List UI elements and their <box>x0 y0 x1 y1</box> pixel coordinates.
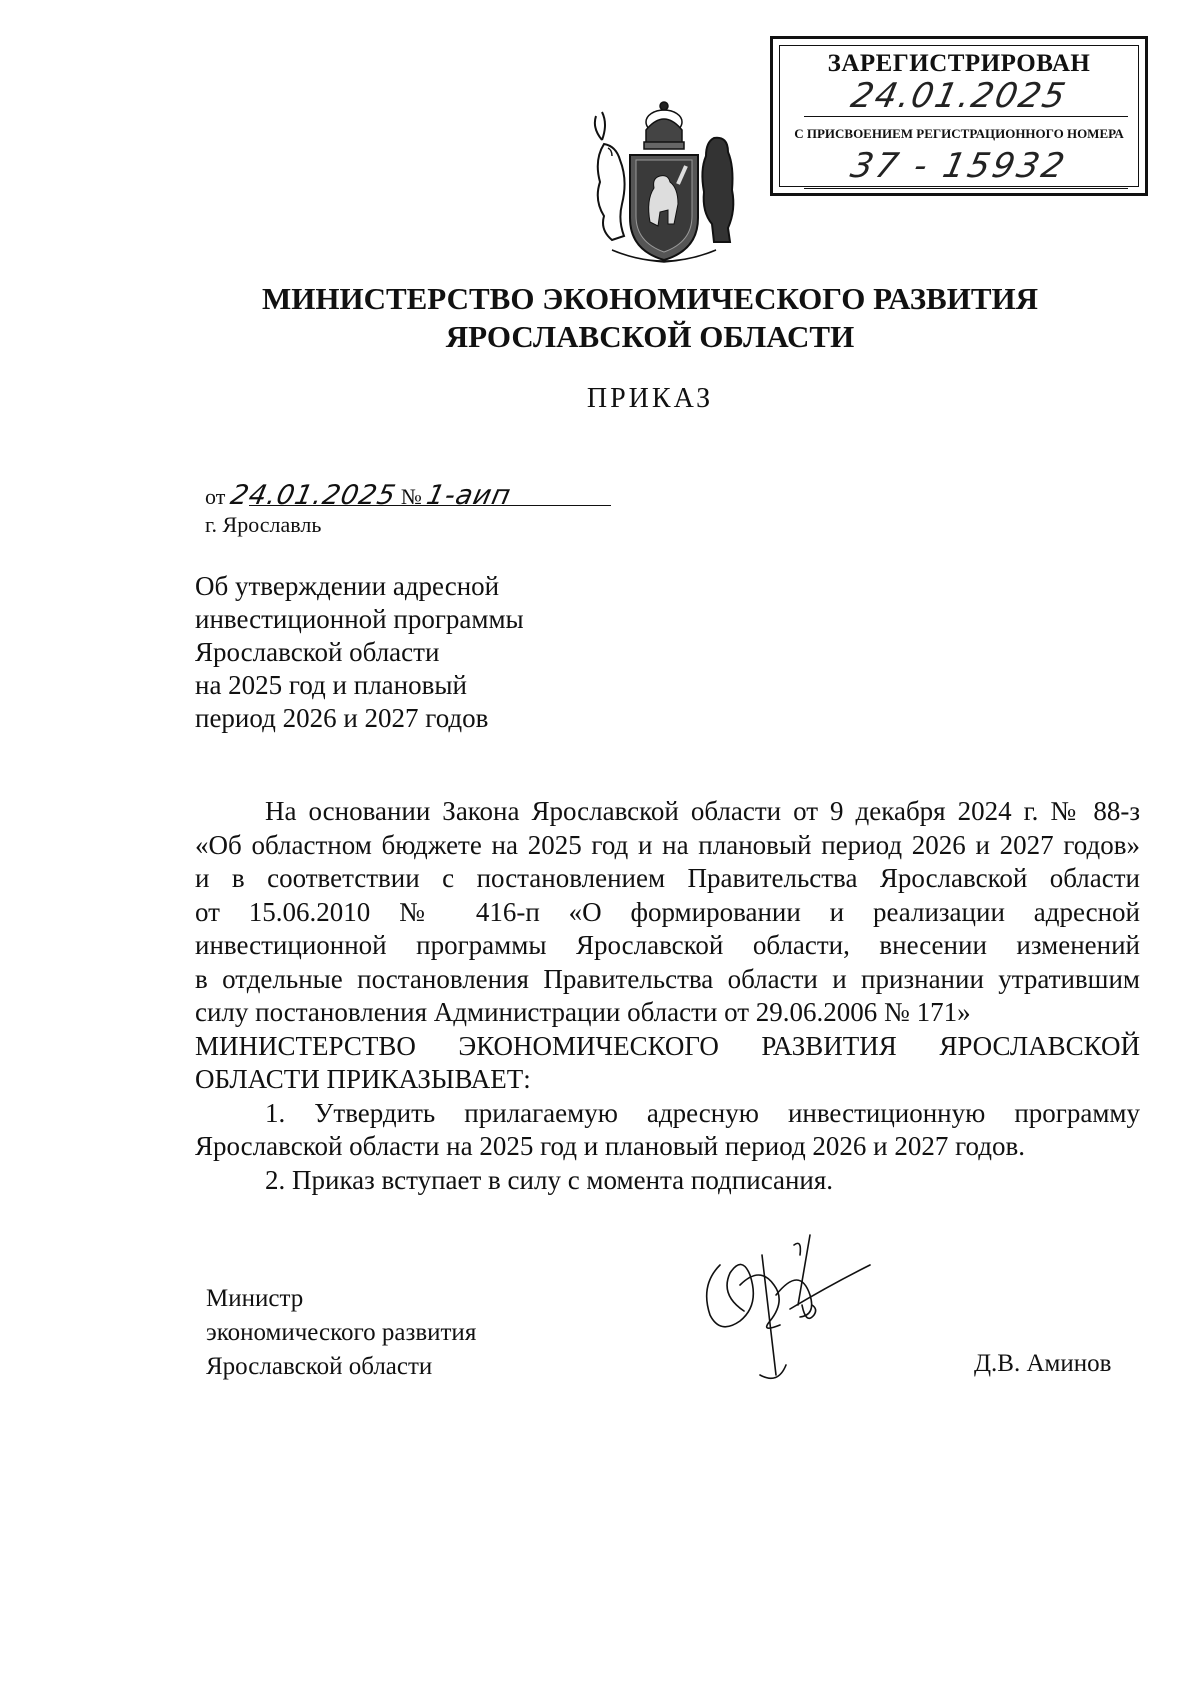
signer-title-line: экономического развития <box>206 1319 477 1346</box>
ministry-line: МИНИСТЕРСТВО ЭКОНОМИЧЕСКОГО РАЗВИТИЯ <box>261 281 1039 316</box>
date-underline <box>249 505 611 506</box>
order-date: 24.01.2025 <box>227 480 399 511</box>
stamp-reg-number: 37 - 15932 <box>847 146 1071 186</box>
preamble-line: На основании Закона Ярославской области от 9 декабря 2024 г. № 88-з <box>265 796 1140 826</box>
stamp-divider <box>804 116 1128 117</box>
signer-name: Д.В. Аминов <box>974 1350 1112 1377</box>
subject-line: инвестиционной программы <box>195 604 524 634</box>
registration-stamp <box>770 36 1148 196</box>
stamp-frame <box>779 45 1139 187</box>
preamble-line: силу постановления Администрации области от 29.06.2006 № 171» <box>195 997 971 1027</box>
preamble-line: и в соответствии с постановлением Правительства Ярославской области <box>195 863 1140 893</box>
stamp-caption: С ПРИСВОЕНИЕМ РЕГИСТРАЦИОННОГО НОМЕРА <box>794 126 1124 141</box>
preamble-line: в отдельные постановления Правительства области и признании утратившим <box>195 963 1140 994</box>
order-item-1-cont: Ярославской области на 2025 год и плановый период 2026 и 2027 годов. <box>195 1131 1025 1161</box>
preamble-line: инвестиционной программы Ярославской области, внесении изменений <box>195 930 1140 960</box>
signer-title <box>206 1282 476 1384</box>
ministry-line: ЯРОСЛАВСКОЙ ОБЛАСТИ <box>445 319 855 354</box>
ministry-name <box>200 280 1100 356</box>
document-type: ПРИКАЗ <box>586 383 714 414</box>
stamp-divider <box>804 188 1128 189</box>
subject-line: Об утверждении адресной <box>195 571 500 601</box>
order-number: 1-аип <box>424 480 515 511</box>
ministry-orders-line: ОБЛАСТИ ПРИКАЗЫВАЕТ: <box>195 1064 531 1094</box>
date-prefix: от <box>205 484 226 509</box>
signer-title-line: Ярославской области <box>206 1353 433 1380</box>
order-item-1: 1. Утвердить прилагаемую адресную инвестиционную программу <box>265 1097 1140 1128</box>
signer-title-line: Министр <box>206 1285 304 1312</box>
order-subject <box>195 570 524 735</box>
stamp-date: 24.01.2025 <box>847 76 1071 116</box>
subject-line: на 2025 год и плановый <box>195 670 467 700</box>
ministry-orders-line: МИНИСТЕРСТВО ЭКОНОМИЧЕСКОГО РАЗВИТИЯ ЯРОСЛАВСКОЙ <box>195 1030 1140 1061</box>
subject-line: период 2026 и 2027 годов <box>195 703 489 733</box>
handwritten-signature <box>690 1225 890 1385</box>
coat-of-arms-bear-icon <box>582 100 746 268</box>
preamble-line: от 15.06.2010 № 416-п «О формировании и реализации адресной <box>195 896 1140 927</box>
preamble-line: «Об областном бюджете на 2025 год и на плановый период 2026 и 2027 годов» <box>195 829 1140 860</box>
order-body <box>195 795 1140 1197</box>
subject-line: Ярославской области <box>195 637 440 667</box>
order-date-line <box>205 480 515 511</box>
number-prefix: № <box>400 484 422 509</box>
order-city: г. Ярославль <box>205 512 322 537</box>
order-item-2: 2. Приказ вступает в силу с момента подписания. <box>265 1164 834 1195</box>
stamp-title: ЗАРЕГИСТРИРОВАН <box>827 50 1091 77</box>
